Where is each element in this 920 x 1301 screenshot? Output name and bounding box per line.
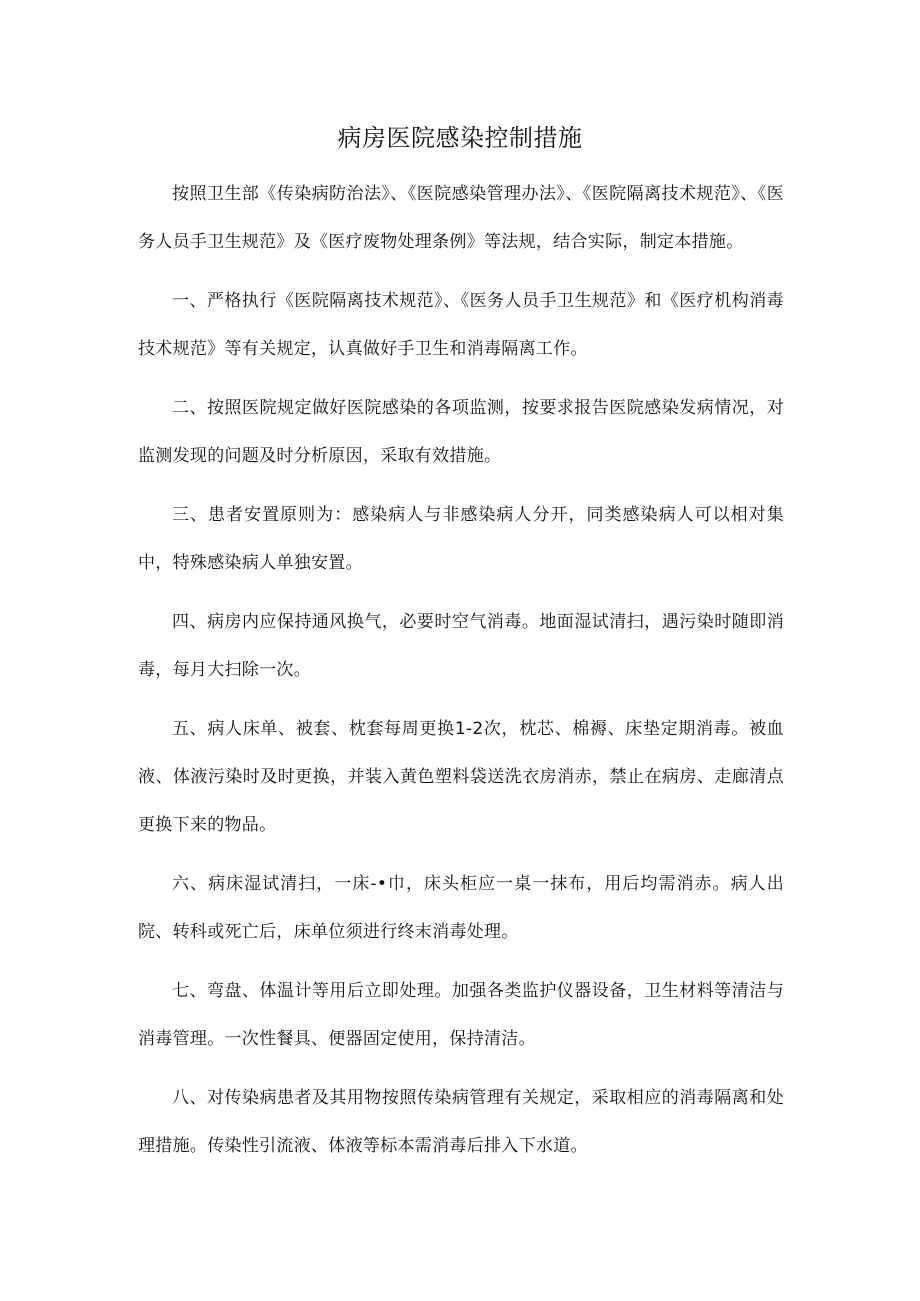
paragraph-intro: 按照卫生部《传染病防治法》、《医院感染管理办法》、《医院隔离技术规范》、《医务人员手卫生规范》及《医疗废物处理条例》等法规，结合实际，制定本措施。	[138, 184, 784, 252]
paragraph-item-6: 六、病床湿试清扫，一床-•巾，床头柜应一桌一抹布，用后均需消赤。病人出院、转科或死亡后，床单位须进行终末消毒处理。	[138, 874, 784, 942]
paragraph-item-4: 四、病房内应保持通风换气，必要时空气消毒。地面湿试清扫，遇污染时随即消毒，每月大扫除一次。	[138, 612, 784, 680]
paragraph-item-5: 五、病人床单、被套、枕套每周更换1-2次，枕芯、棉褥、床垫定期消毒。被血液、体液污染时及时更换，并装入黄色塑料袋送洗衣房消赤，禁止在病房、走廊清点更换下来的物品。	[138, 719, 784, 835]
paragraph-item-1: 一、严格执行《医院隔离技术规范》、《医务人员手卫生规范》和《医疗机构消毒技术规范》等有关规定，认真做好手卫生和消毒隔离工作。	[138, 291, 784, 359]
paragraph-item-8: 八、对传染病患者及其用物按照传染病管理有关规定，采取相应的消毒隔离和处理措施。传染性引流液、体液等标本需消毒后排入下水道。	[138, 1088, 784, 1156]
document-body	[138, 170, 784, 1181]
paragraph-item-2: 二、按照医院规定做好医院感染的各项监测，按要求报告医院感染发病情况，对监测发现的问题及时分析原因，采取有效措施。	[138, 398, 784, 466]
paragraph-item-3: 三、患者安置原则为：感染病人与非感染病人分开，同类感染病人可以相对集中，特殊感染病人单独安置。	[138, 505, 784, 573]
document-title: 病房医院感染控制措施	[337, 124, 583, 152]
paragraph-item-7: 七、弯盘、体温计等用后立即处理。加强各类监护仪器设备，卫生材料等清洁与消毒管理。一次性餐具、便器固定使用，保持清洁。	[138, 981, 784, 1049]
